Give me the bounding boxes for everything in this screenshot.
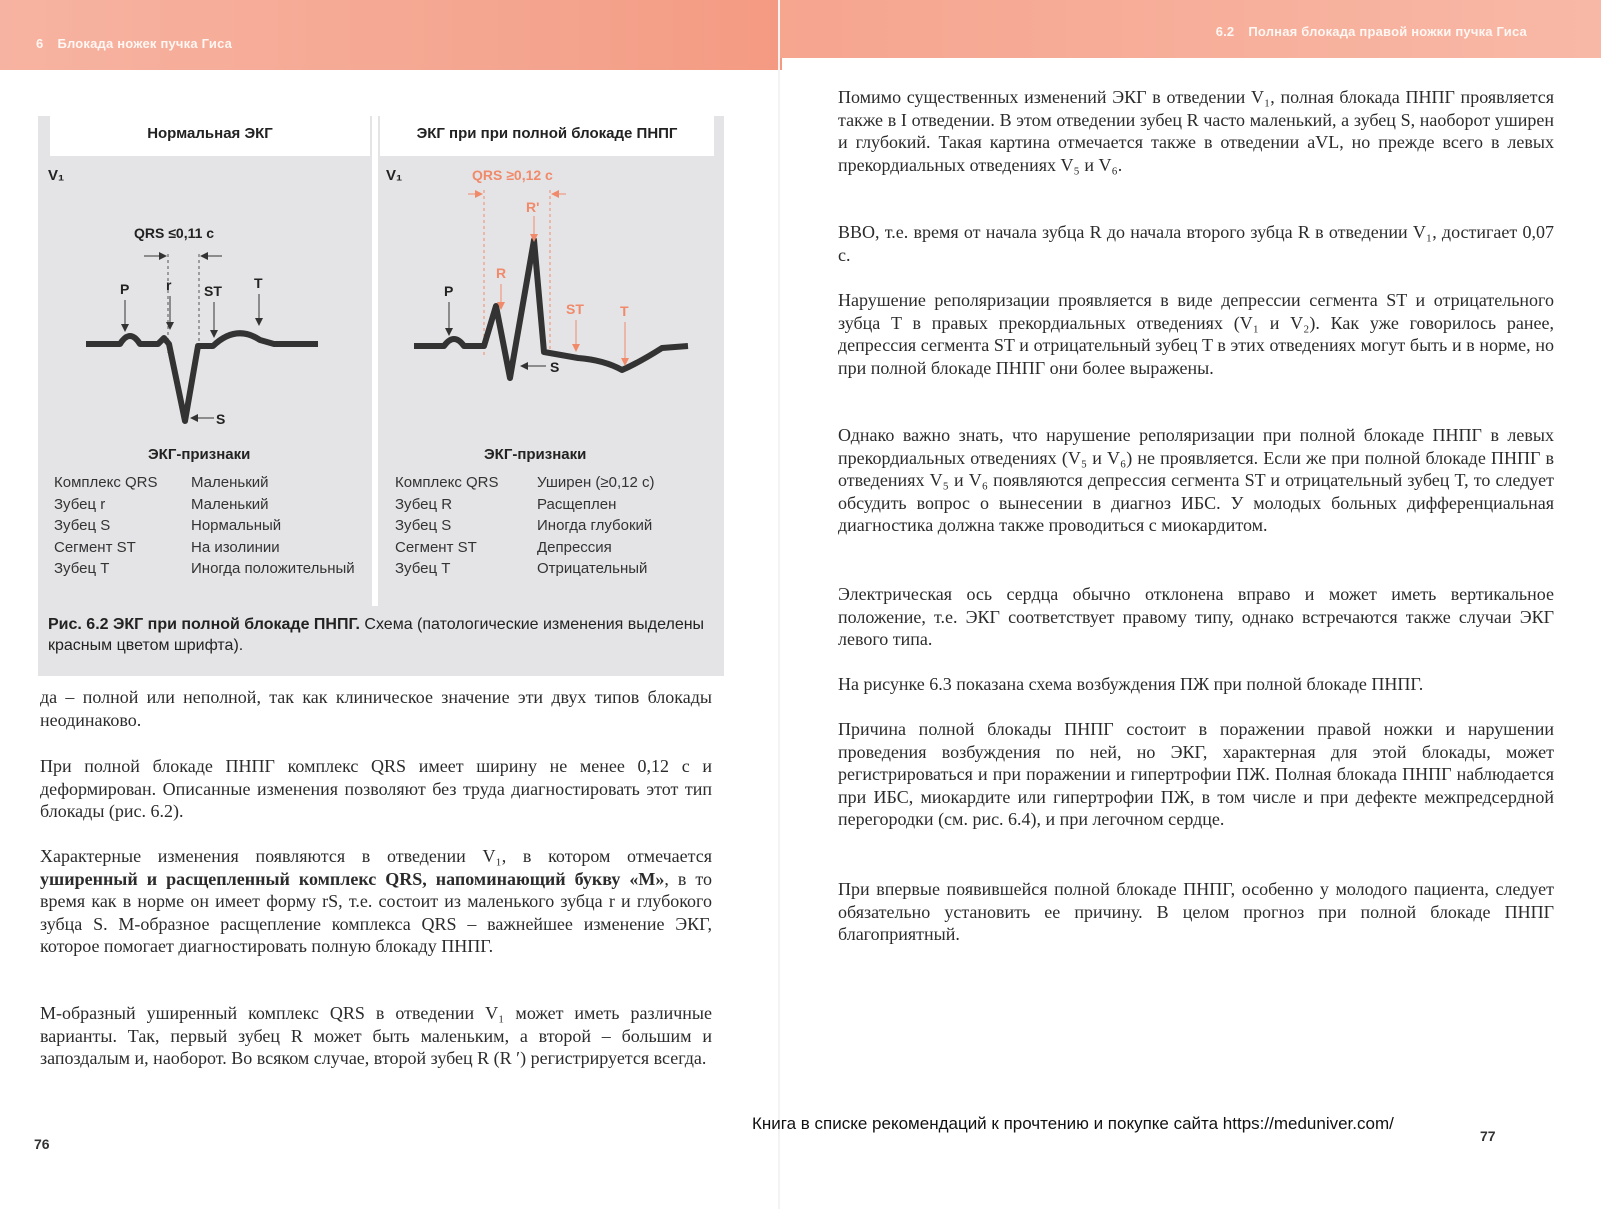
sign-row xyxy=(54,474,355,496)
right-header-title: Полная блокада правой ножки пучка Гиса xyxy=(1248,24,1527,39)
sign-row xyxy=(395,474,655,496)
sign-value: Маленький xyxy=(191,474,269,491)
sign-value: Нормальный xyxy=(191,517,282,534)
wave-r-small: r xyxy=(166,277,172,293)
sign-value: Расщеплен xyxy=(537,495,617,513)
left-paragraph-3-end: , в то время как в норме он имеет форму rS, т.е. состоит из маленького зубца r и глубокого зубца S. М-образное расщепление комплекса QRS – важнейшее изменение ЭКГ, которое помогает диагностировать полную блокаду ПНПГ. xyxy=(40,868,712,956)
left-header-title: Блокада ножек пучка Гиса xyxy=(57,36,233,51)
left-header-text xyxy=(36,36,232,51)
wave-st-normal: ST xyxy=(204,283,222,299)
ecg-diagram xyxy=(38,156,724,446)
right-paragraph-4: Однако важно знать, что нарушение реполяризации при полной блокаде ПНПГ в левых прекордиальных отведениях (V₅ и V₆) не проявляется. Если же при полной блокаде ПНПГ в отведениях V₅ и V₆ появляются депрессия сегмента ST и отрицательный зубец T, то следует обсудить вопрос о вынесении в диагноз ИБС. У молодых больных дифференциальная диагностика должна также проводиться с миокардитом. xyxy=(838,425,1554,535)
signs-table-left xyxy=(54,474,355,582)
right-paragraph-8: При впервые появившейся полной блокаде ПНПГ, особенно у молодого пациента, следует обязательно установить ее причину. В целом прогноз при полной блокаде ПНПГ благоприятный. xyxy=(838,879,1554,944)
figure-caption-text: Схема (патологические изменения выделены красным цветом шрифта). xyxy=(48,616,705,654)
figure-title-rbbb: ЭКГ при при полной блокаде ПНПГ xyxy=(380,116,714,156)
wave-p-rbbb: P xyxy=(444,283,454,299)
left-paragraph-4: М-образный уширенный комплекс QRS в отведении V₁ может иметь различные варианты. Так, первый зубец R может быть маленьким, а второй – большим и запоздалым и, наоборот. Во всяком случае, второй зубец R (R ′) регистрируется всегда. xyxy=(40,1003,712,1068)
sign-name: Зубец S xyxy=(395,517,452,534)
right-page-number: 77 xyxy=(1480,1128,1496,1144)
wave-t-rbbb: T xyxy=(620,303,629,319)
sign-value: Отрицательный xyxy=(537,560,648,577)
left-running-header xyxy=(0,0,782,70)
sign-name: Сегмент ST xyxy=(395,538,477,556)
sign-name: Зубец r xyxy=(54,495,106,513)
ecg-trace-normal xyxy=(86,333,318,421)
left-paragraph-3-bold: уширенный и расщепленный комплекс QRS, напоминающий букву «М» xyxy=(40,868,665,889)
sign-row xyxy=(395,496,655,518)
left-paragraph-3 xyxy=(40,845,712,958)
sign-name: Комплекс QRS xyxy=(54,474,158,491)
right-header-number: 6.2 xyxy=(1215,24,1235,39)
figure-caption-label: Рис. 6.2 ЭКГ при полной блокаде ПНПГ. xyxy=(48,616,360,633)
right-running-header xyxy=(780,0,1601,58)
signs-heading-left: ЭКГ-признаки xyxy=(148,446,251,463)
sign-name: Зубец S xyxy=(54,517,111,534)
right-paragraph-6: На рисунке 6.3 показана схема возбуждения ПЖ при полной блокаде ПНПГ. xyxy=(838,674,1424,694)
ecg-trace-rbbb xyxy=(414,240,688,378)
wave-p-normal: P xyxy=(120,281,130,297)
sign-name: Зубец T xyxy=(395,560,451,577)
left-page-number: 76 xyxy=(34,1136,50,1152)
sign-name: Зубец T xyxy=(54,560,110,577)
sign-value: Иногда положительный xyxy=(191,560,355,577)
qrs-rbbb-label: QRS ≥0,12 с xyxy=(472,167,553,183)
wave-s-rbbb: S xyxy=(550,359,560,375)
right-paragraph-7: Причина полной блокады ПНПГ состоит в поражении правой ножки и нарушении проведения возбуждения по ней, но ЭКГ, характерная для этой блокады, может регистрироваться и при поражении и гипертрофии ПЖ. Полная блокада ПНПГ наблюдается при ИБС, миокардите или гипертрофии ПЖ, в том числе и при дефекте межпредсердной перегородки (см. рис. 6.4), и при легочном сердце. xyxy=(838,719,1554,829)
sign-row xyxy=(54,496,355,518)
right-paragraph-2: ВВО, т.е. время от начала зубца R до начала второго зубца R в отведении V₁, достигает 0,07 с. xyxy=(838,222,1554,265)
wave-s-normal: S xyxy=(216,411,226,427)
sign-value: Маленький xyxy=(191,495,269,513)
lead-label-left: V₁ xyxy=(48,167,65,184)
wave-t-normal: T xyxy=(254,275,263,291)
left-paragraph-2: При полной блокаде ПНПГ комплекс QRS имеет ширину не менее 0,12 с и деформирован. Описанные изменения позволяют без труда диагностировать этот тип блокады (рис. 6.2). xyxy=(40,756,712,821)
sign-value: Уширен (≥0,12 с) xyxy=(537,474,655,491)
wave-r-prime: R' xyxy=(526,199,540,215)
figure-caption xyxy=(48,614,718,656)
wave-r-rbbb: R xyxy=(496,265,507,281)
sign-value: На изолинии xyxy=(191,538,280,556)
sign-row xyxy=(54,560,355,582)
sign-name: Сегмент ST xyxy=(54,538,136,556)
left-paragraph-1: да – полной или неполной, так как клиническое значение эти двух типов блокады неодинаково. xyxy=(40,687,712,730)
right-page xyxy=(780,0,1601,1209)
sign-name: Зубец R xyxy=(395,495,453,513)
right-paragraph-3: Нарушение реполяризации проявляется в виде депрессии сегмента ST и отрицательного зубца T в правых прекордиальных отведениях (V₁ и V₂). Как уже говорилось ранее, депрессия сегмента ST и отрицательный зубец T в этих отведениях могут быть и в норме, но при полной блокаде ПНПГ они более выражены. xyxy=(838,290,1554,378)
sign-row xyxy=(54,517,355,539)
left-header-number: 6 xyxy=(36,36,44,51)
signs-table-right xyxy=(395,474,655,582)
qrs-normal-label: QRS ≤0,11 с xyxy=(134,225,215,241)
left-paragraph-3-start: Характерные изменения появляются в отведении V₁, в котором отмечается xyxy=(40,846,712,866)
right-paragraph-1: Помимо существенных изменений ЭКГ в отведении V₁, полная блокада ПНПГ проявляется также в I отведении. В этом отведении зубец R часто маленький, а зубец S, наоборот уширен и глубокий. Такая картина отмечается также в отведении aVL, но прежде всего в левых прекордиальных отведениях V₅ и V₆. xyxy=(838,87,1554,175)
sign-row xyxy=(54,539,355,561)
lead-label-right: V₁ xyxy=(386,167,403,184)
sign-value: Депрессия xyxy=(537,538,612,556)
signs-heading-right: ЭКГ-признаки xyxy=(484,446,587,463)
left-page xyxy=(0,0,780,1209)
figure-6-2 xyxy=(38,116,724,676)
sign-name: Комплекс QRS xyxy=(395,474,499,491)
sign-row xyxy=(395,539,655,561)
right-header-text xyxy=(1216,24,1527,39)
right-paragraph-5: Электрическая ось сердца обычно отклонена вправо и может иметь вертикальное положение, т.е. ЭКГ соответствует правому типу, однако встречаются также случаи ЭКГ левого типа. xyxy=(838,584,1554,649)
sign-value: Иногда глубокий xyxy=(537,517,653,534)
figure-title-normal: Нормальная ЭКГ xyxy=(50,116,370,156)
footer-recommendation-note: Книга в списке рекомендаций к прочтению и покупке сайта https://meduniver.com/ xyxy=(752,1114,1394,1133)
sign-row xyxy=(395,517,655,539)
sign-row xyxy=(395,560,655,582)
wave-st-rbbb: ST xyxy=(566,301,584,317)
